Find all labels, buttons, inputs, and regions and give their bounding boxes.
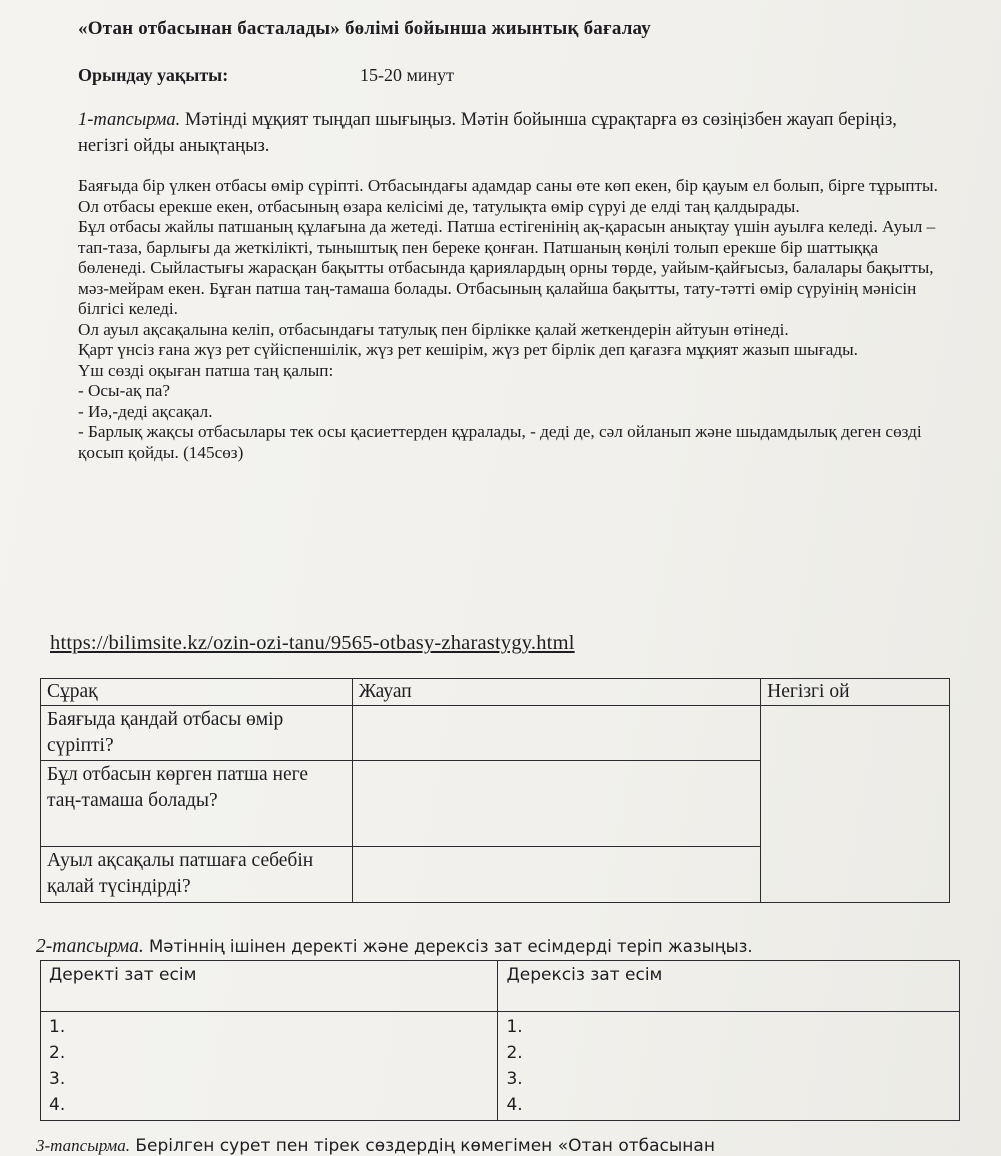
- table-header-row: [41, 679, 950, 706]
- abstract-nouns-cell[interactable]: [498, 1012, 960, 1121]
- list-item: 3.: [49, 1069, 66, 1089]
- answer-cell[interactable]: [352, 847, 760, 903]
- concrete-nouns-cell[interactable]: [41, 1012, 498, 1121]
- answer-cell[interactable]: [352, 706, 760, 761]
- task-1-number: 1-тапсырма.: [78, 110, 181, 130]
- story-paragraph: Баяғыда бір үлкен отбасы өмір сүріпті. Отбасындағы адамдар саны өте көп екен, бір қауым ел болып, бірге тұрыпты. Ол отбасы ерекше екен, отбасының өзара келісімі де, татулықта өмір сүруі де елді таң қалдырады.: [78, 176, 938, 216]
- list-item: 2.: [49, 1043, 66, 1063]
- task-2-text: Мәтіннің ішінен деректі және дерексіз зат есімдерді теріп жазыңыз.: [149, 937, 753, 956]
- column-header-answer: Жауап: [352, 679, 760, 706]
- list-item: 4.: [506, 1095, 523, 1115]
- time-value: 15-20 минут: [360, 65, 455, 85]
- list-item: 3.: [506, 1069, 523, 1089]
- story-paragraph: - Барлық жақсы отбасылары тек осы қасиеттерден құралады, - деді де, сәл ойланып және шыдамдылық деген сөзді қосып қойды. (145сөз): [78, 422, 922, 462]
- question-answer-table: [40, 678, 950, 903]
- task-3-text: Берілген сурет пен тірек сөздердің көмегімен «Отан отбасынан: [135, 1136, 715, 1156]
- story-paragraph: Бұл отбасы жайлы патшаның құлағына да жетеді. Патша естігенінің ақ-қарасын анықтау үшін ауылға келеді. Ауыл – тап-таза, барлығы да жеткілікті, тыныштық пен береке қонған. Патшаның көңілі толып ерекше бір шаттыққа бөленеді. Сыйластығы жарасқан бақытты отбасында қариялардың орны төрде, уайым-қайғысыз, балалары бақытты, мәз-мейрам екен. Бұған патша таң-тамаша болады. Отбасының қалайша бақытты, тату-тәтті өмір сүруінің мәнісін білгісі келеді.: [78, 217, 936, 318]
- list-item: 2.: [506, 1043, 523, 1063]
- column-header-main-idea: Негізгі ой: [761, 679, 950, 706]
- list-item: 4.: [49, 1095, 66, 1115]
- story-paragraph: - Осы-ақ па?: [78, 381, 171, 400]
- table-header-row: [41, 961, 960, 1012]
- task-2-instruction: [36, 936, 753, 958]
- story-paragraph: Қарт үнсіз ғана жүз рет сүйіспеншілік, жүз рет кешірім, жүз рет бірлік деп қағазға мұқият жазып шығады.: [78, 340, 858, 359]
- task-2-number: 2-тапсырма.: [36, 936, 144, 957]
- story-paragraph: Ол ауыл ақсақалына келіп, отбасындағы татулық пен бірлікке қалай жеткендерін айтуын өтінеді.: [78, 319, 789, 339]
- table-row: [41, 1012, 960, 1121]
- list-item: 1.: [506, 1017, 523, 1037]
- question-cell: Ауыл ақсақалы патшаға себебін қалай түсіндірді?: [41, 847, 353, 903]
- task-3-instruction: [36, 1136, 715, 1156]
- story-text: [78, 176, 948, 463]
- column-header-question: Сұрақ: [41, 679, 353, 706]
- main-idea-cell[interactable]: [761, 706, 950, 903]
- story-paragraph: Үш сөзді оқыған патша таң қалып:: [78, 360, 334, 380]
- time-row: [78, 65, 455, 86]
- question-cell: Бұл отбасын көрген патша неге таң-тамаша болады?: [41, 761, 353, 847]
- source-link[interactable]: https://bilimsite.kz/ozin-ozi-tanu/9565-otbasy-zharastygy.html: [50, 632, 575, 654]
- table-row: [41, 706, 950, 761]
- question-cell: Баяғыда қандай отбасы өмір сүріпті?: [41, 706, 353, 761]
- list-item: 1.: [49, 1017, 66, 1037]
- column-header-abstract-nouns: Дерексіз зат есім: [498, 961, 960, 1012]
- task-3-number: 3-тапсырма.: [36, 1136, 130, 1155]
- answer-cell[interactable]: [352, 761, 760, 847]
- column-header-concrete-nouns: Деректі зат есім: [41, 961, 498, 1012]
- task-1-instruction: [78, 107, 918, 159]
- nouns-table: [40, 960, 960, 1121]
- story-paragraph: - Иә,-деді ақсақал.: [78, 401, 213, 421]
- time-label: Орындау уақыты:: [78, 65, 229, 85]
- page-title: «Отан отбасынан басталады» бөлімі бойынша жиынтық бағалау: [78, 18, 651, 39]
- task-1-text: Мәтінді мұқият тыңдап шығыңыз. Мәтін бойынша сұрақтарға өз сөзіңізбен жауап беріңіз, негізгі ойды анықтаңыз.: [78, 110, 897, 156]
